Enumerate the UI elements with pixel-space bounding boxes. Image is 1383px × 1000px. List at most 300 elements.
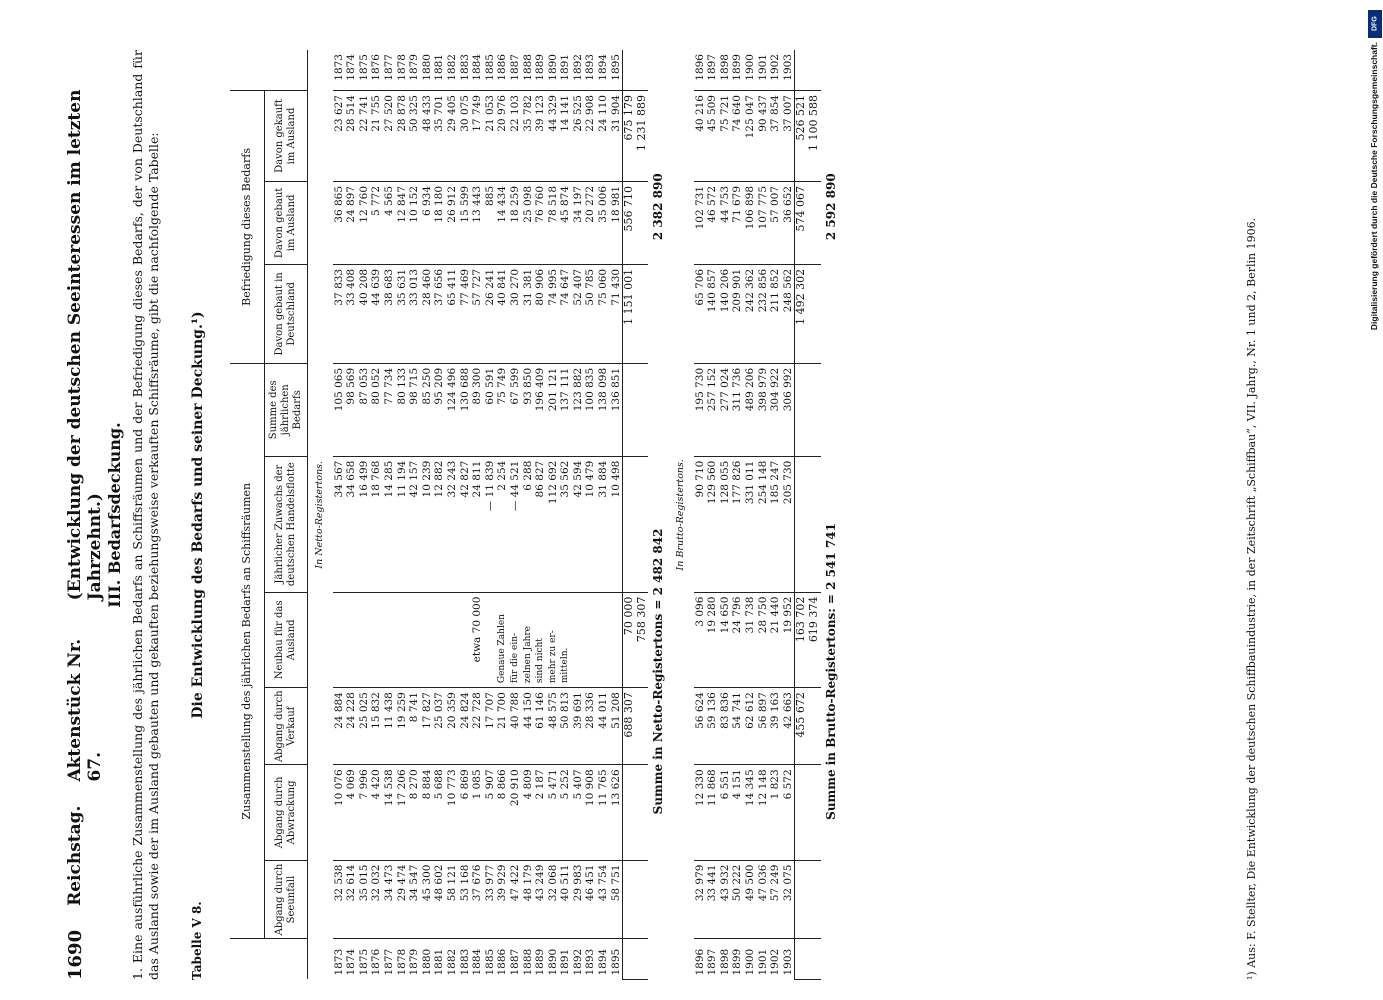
table-row: [333, 50, 346, 980]
value-cell: [345, 592, 358, 688]
sum-cell: 556 710: [623, 181, 636, 264]
year-cell: 1873: [333, 50, 346, 91]
table-row: [769, 50, 782, 980]
subtotal-cell: 1 100 588: [808, 91, 821, 182]
value-cell: 18 259: [509, 181, 522, 264]
value-cell: 14 285: [383, 456, 396, 592]
value-cell: 29 405: [446, 91, 459, 182]
value-cell: 37 656: [433, 264, 446, 363]
value-cell: 123 882: [572, 363, 585, 456]
year-cell: 1897: [706, 948, 719, 976]
table-row: [509, 50, 522, 980]
value-cell: 59 136: [706, 688, 719, 765]
value-cell: 14 538: [383, 765, 396, 860]
value-cell: 98 569: [345, 363, 358, 456]
value-cell: 10 239: [421, 456, 434, 592]
digitization-credit: [1368, 10, 1382, 400]
year-cell: 1893: [584, 50, 597, 91]
value-cell: 136 851: [610, 363, 623, 456]
value-cell: 71 679: [731, 181, 744, 264]
table-row: [433, 50, 446, 980]
value-cell: 5 688: [433, 765, 446, 860]
subtotal-cell: [636, 363, 649, 456]
value-cell: 24 110: [597, 91, 610, 182]
value-cell: 19 952: [782, 592, 795, 688]
year-cell: 1899: [731, 50, 744, 91]
year-cell: 1885: [484, 50, 497, 91]
value-cell: 34 473: [383, 860, 396, 939]
value-cell: 20 910: [509, 765, 522, 860]
value-cell: 30 075: [459, 91, 472, 182]
value-cell: 10 479: [584, 456, 597, 592]
table-row: [383, 50, 396, 980]
value-cell: [459, 592, 472, 688]
value-cell: 185 247: [769, 456, 782, 592]
value-cell: 98 715: [408, 363, 421, 456]
subtotal-cell: [636, 50, 649, 91]
year-cell: 1884: [471, 948, 484, 976]
value-cell: 35 782: [522, 91, 535, 182]
value-cell: 4 565: [383, 181, 396, 264]
header-subject: (Entwicklung der deutschen Seeinteressen im letzten Jahrzehnt.): [65, 89, 105, 601]
value-cell: 57 007: [769, 181, 782, 264]
value-cell: 100 835: [584, 363, 597, 456]
value-cell: 138 098: [597, 363, 610, 456]
value-cell: 232 856: [757, 264, 770, 363]
table-row: [559, 50, 572, 980]
value-cell: 42 827: [459, 456, 472, 592]
value-cell: 39 163: [769, 688, 782, 765]
value-cell: 34 658: [345, 456, 358, 592]
value-cell: [333, 592, 346, 688]
year-cell: 1877: [382, 948, 395, 976]
value-cell: 29 983: [572, 860, 585, 939]
value-cell: 32 614: [345, 860, 358, 939]
value-cell: 42 594: [572, 456, 585, 592]
value-cell: 4 809: [522, 765, 535, 860]
value-cell: 140 857: [706, 264, 719, 363]
year-cell: 1903: [782, 50, 795, 91]
sum-cell: 70 000: [623, 592, 636, 688]
value-cell: 17 749: [471, 91, 484, 182]
value-cell: 80 133: [396, 363, 409, 456]
year-cell: 1898: [718, 948, 731, 976]
value-cell: 33 013: [408, 264, 421, 363]
header-doc: Aktenstück Nr. 67.: [65, 638, 105, 782]
value-cell: 40 841: [496, 264, 509, 363]
value-cell: 12 882: [433, 456, 446, 592]
value-cell: 22 741: [358, 91, 371, 182]
value-cell: 124 496: [446, 363, 459, 456]
value-cell: 12 760: [358, 181, 371, 264]
grand-total-row: [821, 50, 842, 980]
table-row: [757, 50, 770, 980]
value-cell: 17 206: [396, 765, 409, 860]
value-cell: 45 874: [559, 181, 572, 264]
table-row: [496, 50, 509, 980]
value-cell: 35 006: [597, 181, 610, 264]
value-cell: 44 753: [719, 181, 732, 264]
value-cell: 40 208: [358, 264, 371, 363]
value-cell: 83 836: [719, 688, 732, 765]
value-cell: 46 572: [706, 181, 719, 264]
value-cell: 24 897: [345, 181, 358, 264]
subtotal-cell: [808, 456, 821, 592]
year-cell: 1876: [370, 50, 383, 91]
value-cell: 45 300: [421, 860, 434, 939]
table-row: [744, 50, 757, 980]
value-cell: 277 024: [719, 363, 732, 456]
sum-cell: 1 492 302: [795, 264, 808, 363]
value-cell: [396, 592, 409, 688]
table-row: [471, 50, 484, 980]
table-row: [694, 50, 707, 980]
value-cell: etwa 70 000: [471, 592, 484, 688]
value-cell: 32 538: [333, 860, 346, 939]
value-cell: 17 707: [484, 688, 497, 765]
value-cell: 14 141: [559, 91, 572, 182]
column-header: Neubau für das Ausland: [265, 592, 308, 688]
value-cell: mehr zu er-: [547, 592, 560, 688]
value-cell: 13 626: [610, 765, 623, 860]
subtotal-row: [636, 50, 649, 980]
value-cell: 12 330: [694, 765, 707, 860]
subtotal-cell: [808, 50, 821, 91]
value-cell: 43 249: [534, 860, 547, 939]
value-cell: 28 460: [421, 264, 434, 363]
table-row: [345, 50, 358, 980]
value-cell: 51 208: [610, 688, 623, 765]
value-cell: 21 440: [769, 592, 782, 688]
value-cell: 77 734: [383, 363, 396, 456]
year-cell: 1884: [471, 50, 484, 91]
group-header-befriedigung: Befriedigung dieses Bedarfs: [230, 91, 265, 364]
value-cell: 10 076: [333, 765, 346, 860]
subtotal-cell: [636, 456, 649, 592]
value-cell: 3 096: [694, 592, 707, 688]
sum-cell: 1 151 001: [623, 264, 636, 363]
year-cell: 1895: [609, 948, 622, 976]
value-cell: 14 650: [719, 592, 732, 688]
value-cell: 44 011: [597, 688, 610, 765]
table-row: [584, 50, 597, 980]
value-cell: 129 560: [706, 456, 719, 592]
sum-cell: [795, 363, 808, 456]
year-cell: 1903: [781, 948, 794, 976]
value-cell: 205 730: [782, 456, 795, 592]
value-cell: 195 730: [694, 363, 707, 456]
value-cell: 33 441: [706, 860, 719, 939]
value-cell: 40 511: [559, 860, 572, 939]
value-cell: 48 433: [421, 91, 434, 182]
year-cell: 1894: [597, 50, 610, 91]
value-cell: 35 631: [396, 264, 409, 363]
table-row: [522, 50, 535, 980]
column-header: Davon gekauft im Ausland: [265, 91, 308, 182]
value-cell: 254 148: [757, 456, 770, 592]
value-cell: 2 254: [496, 456, 509, 592]
value-cell: — 11 839: [484, 456, 497, 592]
value-cell: 11 868: [706, 765, 719, 860]
value-cell: 36 865: [333, 181, 346, 264]
value-cell: 137 111: [559, 363, 572, 456]
year-cell: 1901: [757, 50, 770, 91]
value-cell: 61 146: [534, 688, 547, 765]
value-cell: mitteln.: [559, 592, 572, 688]
year-cell: 1893: [584, 948, 597, 976]
value-cell: 4 069: [345, 765, 358, 860]
year-cell: 1883: [459, 50, 472, 91]
year-cell: 1875: [358, 50, 371, 91]
year-cell: 1886: [496, 948, 509, 976]
value-cell: 50 813: [559, 688, 572, 765]
value-cell: 24 228: [345, 688, 358, 765]
value-cell: 6 551: [719, 765, 732, 860]
value-cell: 30 270: [509, 264, 522, 363]
year-cell: 1890: [546, 948, 559, 976]
sum-cell: [795, 939, 808, 980]
year-cell: 1885: [483, 948, 496, 976]
value-cell: 40 216: [694, 91, 707, 182]
year-cell: 1880: [420, 948, 433, 976]
value-cell: 6 934: [421, 181, 434, 264]
value-cell: 31 738: [744, 592, 757, 688]
value-cell: 49 500: [744, 860, 757, 939]
value-cell: zelnen Jahre: [522, 592, 535, 688]
value-cell: 71 430: [610, 264, 623, 363]
value-cell: 62 612: [744, 688, 757, 765]
value-cell: 21 755: [370, 91, 383, 182]
value-cell: 31 381: [522, 264, 535, 363]
value-cell: 8 741: [408, 688, 421, 765]
value-cell: 78 518: [547, 181, 560, 264]
value-cell: 37 854: [769, 91, 782, 182]
value-cell: 35 562: [559, 456, 572, 592]
sum-cell: [795, 860, 808, 939]
value-cell: 77 469: [459, 264, 472, 363]
value-cell: 33 977: [484, 860, 497, 939]
grand-total-row: [648, 50, 669, 980]
table-row: [459, 50, 472, 980]
year-cell: 1901: [756, 948, 769, 976]
dfg-logo: DFG: [1368, 10, 1382, 38]
subtotal-cell: [636, 860, 649, 939]
subtotal-cell: [636, 181, 649, 264]
sum-cell: 574 067: [795, 181, 808, 264]
value-cell: 26 241: [484, 264, 497, 363]
value-cell: 22 908: [584, 91, 597, 182]
subtotal-row: [808, 50, 821, 980]
value-cell: 177 826: [731, 456, 744, 592]
year-cell: 1896: [694, 50, 707, 91]
value-cell: 5 252: [559, 765, 572, 860]
value-cell: [383, 592, 396, 688]
value-cell: 201 121: [547, 363, 560, 456]
value-cell: 140 206: [719, 264, 732, 363]
value-cell: 21 053: [484, 91, 497, 182]
sum-row: [623, 50, 636, 980]
value-cell: 102 731: [694, 181, 707, 264]
section-title: III. Bedarfsdeckung.: [105, 422, 124, 608]
value-cell: 80 906: [534, 264, 547, 363]
year-cell: 1887: [508, 948, 521, 976]
value-cell: 5 772: [370, 181, 383, 264]
year-cell: 1889: [534, 50, 547, 91]
value-cell: 10 152: [408, 181, 421, 264]
table-row: [547, 50, 560, 980]
value-cell: Genaue Zahlen: [496, 592, 509, 688]
value-cell: 18 180: [433, 181, 446, 264]
value-cell: 90 710: [694, 456, 707, 592]
subtotal-cell: [808, 765, 821, 860]
table-row: [534, 50, 547, 980]
value-cell: 93 850: [522, 363, 535, 456]
value-cell: 24 796: [731, 592, 744, 688]
value-cell: 248 562: [782, 264, 795, 363]
year-cell: 1878: [396, 50, 409, 91]
sum-cell: [623, 363, 636, 456]
value-cell: 39 691: [572, 688, 585, 765]
header-org: Reichstag.: [65, 805, 85, 906]
value-cell: 56 897: [757, 688, 770, 765]
befriedigung-total: 2 592 890: [823, 173, 838, 241]
data-table: [230, 50, 841, 980]
table-row: [572, 50, 585, 980]
value-cell: 18 981: [610, 181, 623, 264]
value-cell: 48 575: [547, 688, 560, 765]
value-cell: 128 055: [719, 456, 732, 592]
value-cell: 34 197: [572, 181, 585, 264]
sum-cell: [795, 765, 808, 860]
value-cell: 67 599: [509, 363, 522, 456]
value-cell: 40 788: [509, 688, 522, 765]
value-cell: 107 775: [757, 181, 770, 264]
value-cell: 21 700: [496, 688, 509, 765]
value-cell: [584, 592, 597, 688]
column-header: Abgang durch Seeunfall: [265, 860, 308, 939]
value-cell: 26 525: [572, 91, 585, 182]
value-cell: 16 499: [358, 456, 371, 592]
table-row: [782, 50, 795, 980]
year-cell: 1886: [496, 50, 509, 91]
value-cell: 76 760: [534, 181, 547, 264]
value-cell: 331 011: [744, 456, 757, 592]
value-cell: 37 676: [471, 860, 484, 939]
value-cell: 50 325: [408, 91, 421, 182]
value-cell: 6 288: [522, 456, 535, 592]
table-row: [446, 50, 459, 980]
value-cell: 306 992: [782, 363, 795, 456]
value-cell: 19 280: [706, 592, 719, 688]
value-cell: 11 765: [597, 765, 610, 860]
subtotal-cell: [636, 264, 649, 363]
table-title: Die Entwicklung des Bedarfs und seiner Deckung.¹): [190, 311, 206, 719]
unit-label: In Brutto-Registertons.: [675, 459, 687, 571]
value-cell: 211 852: [769, 264, 782, 363]
value-cell: 53 168: [459, 860, 472, 939]
value-cell: 42 157: [408, 456, 421, 592]
value-cell: 25 098: [522, 181, 535, 264]
year-cell: 1874: [345, 948, 358, 976]
year-cell: 1876: [370, 948, 383, 976]
sum-cell: [623, 50, 636, 91]
value-cell: 58 121: [446, 860, 459, 939]
value-cell: 8 866: [496, 765, 509, 860]
value-cell: 44 150: [522, 688, 535, 765]
column-header: Abgang durch Verkauf: [265, 688, 308, 765]
year-cell: 1875: [357, 948, 370, 976]
value-cell: 311 736: [731, 363, 744, 456]
value-cell: 6 869: [459, 765, 472, 860]
value-cell: 28 750: [757, 592, 770, 688]
value-cell: 19 259: [396, 688, 409, 765]
value-cell: 8 270: [408, 765, 421, 860]
value-cell: 20 272: [584, 181, 597, 264]
value-cell: 65 411: [446, 264, 459, 363]
table-row: [706, 50, 719, 980]
value-cell: 489 206: [744, 363, 757, 456]
value-cell: 85 250: [421, 363, 434, 456]
value-cell: 18 768: [370, 456, 383, 592]
year-cell: 1902: [769, 948, 782, 976]
table-row: [597, 50, 610, 980]
year-cell: 1896: [693, 948, 706, 976]
value-cell: 23 627: [333, 91, 346, 182]
value-cell: 28 336: [584, 688, 597, 765]
intro-paragraph: 1. Eine ausführliche Zusammenstellung des jährlichen Bedarfs an Schiffsräumen und der Befriedigung dieses Bedarfs, der von Deutschland für das Ausland sowie der im Ausland gebauten und gekauften beziehungsweise verkauften Schiffsräume, gibt die nachfolgende Tabelle:: [130, 50, 161, 980]
table-row: [358, 50, 371, 980]
sum-cell: [795, 50, 808, 91]
year-cell: 1878: [395, 948, 408, 976]
value-cell: 46 451: [584, 860, 597, 939]
year-cell: 1891: [559, 50, 572, 91]
year-cell: 1883: [458, 948, 471, 976]
value-cell: 15 599: [459, 181, 472, 264]
value-cell: 25 025: [358, 688, 371, 765]
value-cell: 112 692: [547, 456, 560, 592]
year-cell: 1873: [332, 948, 345, 976]
value-cell: 43 754: [597, 860, 610, 939]
value-cell: [597, 592, 610, 688]
value-cell: 47 036: [757, 860, 770, 939]
value-cell: 39 929: [496, 860, 509, 939]
value-cell: 32 075: [782, 860, 795, 939]
value-cell: 48 602: [433, 860, 446, 939]
year-cell: 1888: [521, 948, 534, 976]
year-cell: 1895: [610, 50, 623, 91]
value-cell: [421, 592, 434, 688]
value-cell: 74 640: [731, 91, 744, 182]
year-cell: 1888: [522, 50, 535, 91]
group-header-bedarf: Zusammenstellung des jährlichen Bedarfs an Schiffsräumen: [230, 363, 265, 939]
value-cell: 885: [484, 181, 497, 264]
credit-text: Digitalisierung gefördert durch die Deutsche Forschungsgemeinschaft.: [1369, 42, 1379, 331]
value-cell: 6 572: [782, 765, 795, 860]
sum-cell: [623, 456, 636, 592]
value-cell: 32 979: [694, 860, 707, 939]
value-cell: 52 407: [572, 264, 585, 363]
value-cell: 209 901: [731, 264, 744, 363]
sum-cell: [623, 939, 636, 980]
value-cell: 5 907: [484, 765, 497, 860]
table-row: [731, 50, 744, 980]
value-cell: [370, 592, 383, 688]
table-row: [421, 50, 434, 980]
year-cell: 1882: [445, 948, 458, 976]
value-cell: 37 007: [782, 91, 795, 182]
value-cell: 22 103: [509, 91, 522, 182]
sum-row: [795, 50, 808, 980]
